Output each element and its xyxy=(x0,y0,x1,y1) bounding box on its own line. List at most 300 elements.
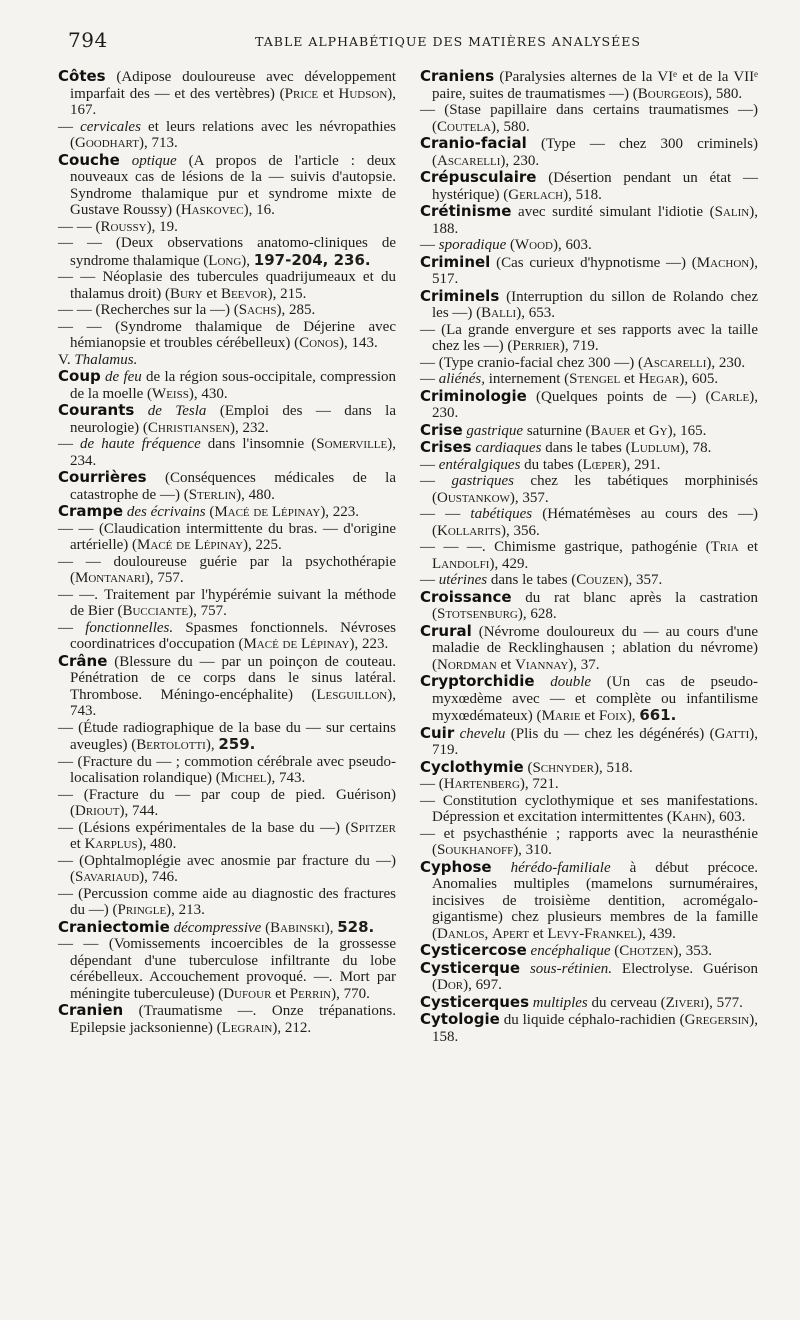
index-entry xyxy=(420,371,758,388)
entry-text: de la région sous-occipitale, compression de la moelle ( xyxy=(70,369,396,402)
entry-subterm: des écrivains xyxy=(126,504,206,520)
entry-text: ), 480. xyxy=(137,836,177,852)
entry-author: Perrin xyxy=(289,985,332,1002)
entry-text: — — xyxy=(420,506,471,522)
entry-text: ( xyxy=(205,504,215,520)
left-column xyxy=(58,68,396,1045)
entry-author: Bauer xyxy=(590,422,631,439)
entry-text: ), 19. xyxy=(146,218,178,235)
entry-text: , xyxy=(484,925,493,942)
entry-text: (Paralysies alternes de la VIᵉ et de la VIIᵉ paire, suites de traumatismes —) ( xyxy=(432,69,758,102)
entry-text: (Névrome douloureux du — au cours d'une maladie de Recklinghausen ; ablation du névrome) ( xyxy=(432,623,758,673)
entry-subterm: utérines xyxy=(438,572,488,588)
entry-text: ), 213. xyxy=(166,902,205,918)
entry-subterm: gastrique xyxy=(466,422,524,439)
entry-text: Spasmes fonctionnels. Névroses coordinatrices d'occupation ( xyxy=(70,619,396,652)
entry-text: du cerveau ( xyxy=(587,994,666,1011)
entry-text: ), 517. xyxy=(432,254,758,287)
entry-author: Wood xyxy=(515,237,553,253)
entry-text: — xyxy=(58,436,81,452)
entry-author: Tria xyxy=(710,539,739,555)
entry-subterm: multiples xyxy=(532,994,588,1011)
entry-text: (Cas curieux d'hypnotisme —) ( xyxy=(490,254,697,271)
entry-author: Ludlum xyxy=(630,440,681,456)
index-entry xyxy=(420,1011,758,1045)
entry-term: Cysticercose xyxy=(420,941,527,959)
running-head: TABLE ALPHABÉTIQUE DES MATIÈRES ANALYSÉES xyxy=(255,34,641,49)
index-entry xyxy=(420,589,758,623)
entry-text: ), xyxy=(324,919,338,936)
entry-text: ), 719. xyxy=(432,725,758,758)
entry-text: — (Lésions expérimentales de la base du —) ( xyxy=(58,819,351,836)
entry-text: et xyxy=(620,371,639,387)
entry-author: Spitzer xyxy=(350,819,396,836)
entry-term: Cryptorchidie xyxy=(420,672,535,690)
index-entry xyxy=(58,754,396,787)
index-entry xyxy=(420,457,758,474)
entry-text: ), 577. xyxy=(704,994,743,1011)
entry-text: ( xyxy=(506,237,515,253)
entry-author: Sachs xyxy=(238,302,277,318)
entry-text: ), 165. xyxy=(667,422,707,439)
index-entry xyxy=(420,355,758,372)
entry-author: Gatti xyxy=(714,725,750,742)
entry-page-ref: 528. xyxy=(337,917,375,936)
index-entry xyxy=(420,994,758,1012)
entry-text: — —. Traitement par l'hypérémie suivant la méthode de Bier ( xyxy=(58,586,396,619)
index-entry xyxy=(420,673,758,725)
entry-text: — (Percussion comme aide au diagnostic des fractures du —) ( xyxy=(58,885,396,918)
entry-subterm: Thalamus. xyxy=(74,351,138,368)
entry-term: Cuir xyxy=(420,723,455,742)
entry-text: et xyxy=(630,422,649,439)
entry-text: ), 603. xyxy=(553,237,592,253)
entry-term: Cranio-facial xyxy=(420,134,527,152)
entry-text: ), 356. xyxy=(501,522,540,539)
entry-author: Balli xyxy=(481,305,517,321)
entry-author: Levy-Frankel xyxy=(547,925,638,942)
index-entry xyxy=(420,793,758,826)
index-entry xyxy=(58,787,396,820)
entry-text: et leurs relations avec les névropathies ( xyxy=(70,118,396,151)
entry-page-ref: 661. xyxy=(639,706,677,724)
entry-text: (Plis du — chez les dégénérés) ( xyxy=(505,725,715,742)
entry-text: ), 430. xyxy=(188,385,228,402)
entry-text: et xyxy=(580,708,599,724)
index-entry xyxy=(420,859,758,943)
entry-text: dans le tabes ( xyxy=(541,440,631,456)
entry-text: — xyxy=(420,371,439,387)
index-entry xyxy=(420,288,758,322)
entry-text: — ( xyxy=(420,776,444,792)
entry-text: (Interruption du sillon de Rolando chez les —) ( xyxy=(432,288,758,321)
index-entry xyxy=(58,368,396,402)
entry-author: Carle xyxy=(710,388,750,405)
index-entry xyxy=(420,506,758,539)
entry-author: Somerville xyxy=(316,436,388,452)
entry-text: ), 37. xyxy=(568,656,600,673)
entry-term: Criminologie xyxy=(420,386,527,405)
index-entry xyxy=(58,269,396,302)
entry-term: Cysticerques xyxy=(420,992,530,1011)
entry-text: ( xyxy=(261,919,271,936)
entry-text: ), 223. xyxy=(349,636,389,652)
entry-text: — — (Deux observations anatomo-cliniques de syndrome thalamique ( xyxy=(58,235,396,269)
entry-author: Babinski xyxy=(270,919,325,936)
entry-author: Nordman xyxy=(437,656,497,673)
index-entry xyxy=(420,473,758,506)
entry-text: — (Fracture du — par coup de pied. Guérison) ( xyxy=(58,786,396,819)
index-entry xyxy=(58,319,396,352)
entry-author: Macé de Lépinay xyxy=(243,636,350,652)
entry-author: Kahn xyxy=(671,809,707,825)
entry-text: ), 234. xyxy=(70,436,396,469)
entry-subterm: aliénés, xyxy=(438,371,485,387)
entry-text: (Conséquences médicales de la catastrophe de —) ( xyxy=(70,470,396,503)
entry-text: ), 757. xyxy=(188,603,227,619)
entry-text: ), 188. xyxy=(432,204,758,237)
entry-author: Landolfi xyxy=(432,555,490,572)
entry-text: — — (Syndrome thalamique de Déjerine avec hémianopsie et troubles cérébelleux) ( xyxy=(58,318,396,351)
entry-text: du tabes ( xyxy=(520,456,583,473)
entry-author: Hartenberg xyxy=(443,776,520,792)
entry-text: ), 628. xyxy=(517,606,557,622)
entry-text: (A propos de l'article : deux nouveaux cas de lésions de la — suivis d'autopsie. Syndrome thalamique pur et syndrome mixte de Gustave Roussy) ( xyxy=(70,152,397,218)
entry-text: ), 770. xyxy=(331,985,370,1002)
entry-text: ), 310. xyxy=(513,842,552,858)
entry-text: — — (Vomissements incoercibles de la grossesse dépendant d'une tuberculose infiltrante du lobe cérébelleux. Accouchement provoqué. —. Mort par méningite tuberculeuse) ( xyxy=(58,936,396,1002)
entry-text: — — Néoplasie des tubercules quadrijumeaux et du thalamus droit) ( xyxy=(58,269,396,302)
entry-text: ), 16. xyxy=(243,202,275,218)
entry-text: ), 439. xyxy=(637,925,676,942)
index-columns xyxy=(58,68,758,1045)
entry-term: Crétinisme xyxy=(420,202,512,220)
entry-author: Macé de Lépinay xyxy=(214,504,321,520)
index-entry xyxy=(58,1002,396,1036)
entry-subterm: sporadique xyxy=(438,237,507,253)
entry-text: ), 232. xyxy=(230,419,269,436)
entry-text: — — (Recherches sur la —) ( xyxy=(58,302,239,318)
entry-author: Dufour xyxy=(223,985,272,1002)
entry-author: Marie xyxy=(541,708,581,724)
entry-text: ), 212. xyxy=(272,1019,312,1036)
entry-author: Legrain xyxy=(221,1019,273,1036)
entry-text: — — douloureuse guérie par la psychothérapie ( xyxy=(58,553,396,586)
entry-author: Stotsenburg xyxy=(437,606,518,622)
entry-text: ), 757. xyxy=(144,570,184,586)
index-entry xyxy=(420,759,758,777)
entry-text xyxy=(492,860,511,876)
entry-text xyxy=(535,674,551,690)
entry-text: (Adipose douloureuse avec développement imparfait des — et des vertèbres) ( xyxy=(70,69,396,102)
entry-text: internement ( xyxy=(485,371,570,387)
entry-term: Cysticerque xyxy=(420,958,521,977)
entry-text: — xyxy=(420,473,452,489)
entry-text: ), 357. xyxy=(509,489,549,506)
index-entry xyxy=(58,436,396,469)
entry-text: — (Étude radiographique de la base du — sur certains aveugles) ( xyxy=(58,719,396,753)
entry-text xyxy=(134,403,147,419)
entry-text: — xyxy=(58,619,86,636)
entry-term: Crâne xyxy=(58,651,108,670)
entry-author: Oustankow xyxy=(437,489,510,506)
entry-text: et xyxy=(70,836,85,852)
index-entry xyxy=(58,620,396,653)
entry-term: Courants xyxy=(58,401,135,419)
entry-term: Cyclothymie xyxy=(420,757,524,776)
entry-text: ), 353. xyxy=(673,943,713,959)
index-entry xyxy=(420,102,758,135)
entry-text: — (Ophtalmoplégie avec anosmie par fracture du —) ( xyxy=(58,852,396,885)
index-entry xyxy=(420,422,758,440)
entry-text: ), 743. xyxy=(70,686,396,719)
entry-subterm: encéphalique xyxy=(530,943,611,959)
entry-text: ), 744. xyxy=(119,803,159,819)
entry-text: à début précoce. Anomalies multiples (mamelons surnuméraires, incisives de troisième dentition, acromégalo-gigantisme) chez plusieurs membres de la famille ( xyxy=(432,859,759,942)
index-entry xyxy=(420,322,758,355)
entry-author: Ascarelli xyxy=(643,354,707,371)
entry-text: ), xyxy=(241,252,254,269)
entry-text: (Traumatisme —. Onze trépanations. Epilepsie jacksonienne) ( xyxy=(70,1003,396,1036)
index-entry xyxy=(58,554,396,587)
entry-text: ), 580. xyxy=(491,118,530,135)
entry-author: Michel xyxy=(220,770,267,786)
index-entry xyxy=(420,623,758,674)
entry-text: ), 230. xyxy=(706,354,746,371)
entry-text xyxy=(120,153,132,169)
index-entry xyxy=(420,539,758,572)
entry-author: Danlos xyxy=(437,925,485,942)
entry-text: — (La grande envergure et ses rapports avec la taille chez les —) ( xyxy=(420,321,758,354)
entry-text: dans l'insomnie ( xyxy=(200,436,317,452)
entry-text: — (Fracture du — ; commotion cérébrale avec pseudo-localisation rolandique) ( xyxy=(58,753,396,786)
entry-text: ), 215. xyxy=(267,285,307,302)
entry-term: Cyphose xyxy=(420,857,492,876)
entry-author: Gy xyxy=(648,422,668,439)
entry-text: ), xyxy=(626,708,640,724)
entry-text: ), 158. xyxy=(432,1012,758,1045)
entry-author: Foix xyxy=(598,708,627,724)
entry-text: ), 78. xyxy=(680,440,712,456)
entry-text: ), 721. xyxy=(519,776,559,792)
entry-text: ), 429. xyxy=(489,555,529,572)
entry-text: ), 746. xyxy=(139,869,178,885)
entry-text: — xyxy=(420,237,439,253)
entry-author: Karplus xyxy=(84,836,138,852)
index-entry xyxy=(420,826,758,859)
entry-subterm: de haute fréquence xyxy=(80,436,201,452)
entry-text: et xyxy=(202,285,221,302)
entry-text xyxy=(520,961,530,977)
entry-author: Bertolotti xyxy=(136,737,206,753)
entry-author: Viannay xyxy=(515,656,569,673)
entry-author: Coutela xyxy=(437,118,491,135)
entry-text: — (Stase papillaire dans certains traumatismes —) ( xyxy=(420,102,758,135)
index-entry xyxy=(420,572,758,589)
entry-subterm: gastriques xyxy=(451,473,514,489)
entry-author: Stengel xyxy=(569,371,621,387)
entry-term: Criminels xyxy=(420,286,500,305)
entry-text: et xyxy=(318,85,339,102)
entry-author: Chotzen xyxy=(619,943,674,959)
entry-author: Apert xyxy=(492,925,530,942)
entry-text: (Blessure du — par un poinçon de couteau. Pénétration de ce corps dans le sinus latéral. Thrombose. Méningo-encéphalite) ( xyxy=(70,653,396,703)
entry-text: et xyxy=(271,985,290,1002)
page-header xyxy=(68,28,748,58)
entry-term: Coup xyxy=(58,367,101,385)
entry-text: (Désertion pendant un état — hystérique) ( xyxy=(432,170,758,203)
entry-text: — xyxy=(420,572,439,588)
entry-term: Cytologie xyxy=(420,1010,500,1028)
index-entry xyxy=(58,119,396,152)
entry-author: Pringle xyxy=(117,902,167,918)
entry-subterm: décompressive xyxy=(173,919,262,936)
entry-author: Beevor xyxy=(220,285,268,302)
entry-text: ), 580. xyxy=(703,85,743,102)
index-entry xyxy=(420,776,758,793)
entry-author: Hudson xyxy=(338,85,388,102)
entry-term: Crises xyxy=(420,438,472,456)
entry-author: Conos xyxy=(299,335,340,351)
entry-author: Driout xyxy=(75,803,120,819)
entry-author: Savariaud xyxy=(75,869,140,885)
entry-text: ), 605. xyxy=(679,371,719,387)
entry-text: — — ( xyxy=(58,218,101,235)
entry-text: dans le tabes ( xyxy=(487,572,577,588)
entry-text: ), 223. xyxy=(320,504,360,520)
entry-author: Bucciante xyxy=(122,603,189,619)
entry-term: Craniens xyxy=(420,67,495,85)
entry-author: Lœper xyxy=(582,456,622,473)
entry-subterm: cervicales xyxy=(80,118,141,135)
index-entry xyxy=(420,203,758,237)
entry-author: Couzen xyxy=(576,572,624,588)
entry-text: ( xyxy=(610,943,620,959)
entry-author: Gerlach xyxy=(508,186,564,203)
index-entry xyxy=(58,152,396,219)
entry-text: ), 719. xyxy=(559,338,599,354)
index-entry xyxy=(58,219,396,236)
entry-text: — — (Claudication intermittente du bras. — d'origine artérielle) ( xyxy=(58,520,396,553)
index-entry xyxy=(58,302,396,319)
entry-text: avec surdité simulant l'idiotie ( xyxy=(511,204,715,220)
entry-term: Craniectomie xyxy=(58,917,170,936)
entry-text: ), 285. xyxy=(276,302,316,318)
index-entry xyxy=(420,439,758,457)
entry-author: Ziveri xyxy=(665,994,705,1011)
entry-term: Couche xyxy=(58,150,120,169)
index-entry xyxy=(58,469,396,503)
right-column xyxy=(420,68,758,1045)
entry-text: (Type — chez 300 criminels) ( xyxy=(432,136,758,169)
entry-text: (Emploi des — dans la neurologie) ( xyxy=(70,403,396,436)
index-entry xyxy=(420,942,758,960)
entry-author: Goodhart xyxy=(75,135,139,151)
entry-author: Bourgeois xyxy=(637,85,704,102)
entry-text: — Constitution cyclothymique et ses manifestations. Dépression et excitation intermittentes ( xyxy=(420,792,758,825)
index-entry xyxy=(420,725,758,759)
index-entry xyxy=(58,587,396,620)
index-entry xyxy=(58,936,396,1002)
index-entry xyxy=(58,653,396,720)
entry-text: ), 225. xyxy=(243,537,282,553)
entry-author: Salin xyxy=(714,204,750,220)
entry-text: ), 143. xyxy=(339,335,378,351)
entry-text: — xyxy=(420,456,439,473)
page-number: 794 xyxy=(68,28,108,52)
entry-text: ), 713. xyxy=(138,135,178,151)
entry-text: — — —. Chimisme gastrique, pathogénie ( xyxy=(420,539,711,555)
index-entry xyxy=(420,135,758,169)
entry-author: Montanari xyxy=(75,570,145,586)
entry-text: ), 230. xyxy=(500,152,540,169)
entry-author: Soukhanoff xyxy=(437,842,514,858)
entry-text: (Quelques points de —) ( xyxy=(526,388,711,405)
index-entry xyxy=(420,68,758,102)
entry-text: ), 167. xyxy=(70,85,397,118)
entry-text: et xyxy=(529,925,548,942)
index-entry xyxy=(420,388,758,422)
entry-text: chez les tabétiques morphinisés ( xyxy=(432,473,759,506)
entry-subterm: de feu xyxy=(105,369,142,385)
entry-term: Côtes xyxy=(58,67,106,85)
entry-author: Lesguillon xyxy=(316,686,388,703)
entry-text: ), 357. xyxy=(623,572,663,588)
index-entry xyxy=(420,960,758,994)
entry-author: Hegar xyxy=(638,371,680,387)
entry-page-ref: 259. xyxy=(218,735,256,753)
entry-author: Christiansen xyxy=(147,419,231,436)
index-entry xyxy=(58,919,396,937)
entry-term: Crampe xyxy=(58,502,124,520)
entry-text: V. xyxy=(58,351,75,368)
entry-text: ), 653. xyxy=(516,305,555,321)
entry-text: (Hématémèses au cours des —) ( xyxy=(432,506,758,539)
entry-text: ), 518. xyxy=(563,186,602,203)
entry-author: Gregersin xyxy=(684,1012,750,1028)
entry-subterm: double xyxy=(550,674,592,690)
entry-author: Ascarelli xyxy=(437,152,501,169)
entry-text: (Un cas de pseudo-myxœdème avec — et complète ou infantilisme myxœdémateux) ( xyxy=(432,674,758,724)
entry-text: — et psychasthénie ; rapports avec la neurasthénie ( xyxy=(420,825,758,858)
entry-text: ), xyxy=(205,737,219,753)
entry-text: — xyxy=(58,118,81,135)
index-entry xyxy=(420,237,758,254)
entry-subterm: de Tesla xyxy=(147,403,207,419)
index-entry xyxy=(58,503,396,521)
entry-text: ), 743. xyxy=(266,770,306,786)
entry-text: ), 518. xyxy=(593,759,633,776)
index-entry xyxy=(58,853,396,886)
entry-text: Electrolyse. Guérison ( xyxy=(432,960,758,993)
entry-subterm: sous-rétinien. xyxy=(529,960,613,977)
entry-text: ( xyxy=(523,759,533,776)
index-entry xyxy=(420,254,758,288)
index-entry xyxy=(58,886,396,919)
entry-text: ), 480. xyxy=(236,486,275,503)
entry-text: et xyxy=(738,539,758,555)
index-entry xyxy=(58,521,396,554)
index-entry xyxy=(420,169,758,203)
entry-subterm: cardiaques xyxy=(475,440,542,456)
entry-author: Price xyxy=(284,85,319,102)
entry-term: Courrières xyxy=(58,468,147,486)
entry-subterm: optique xyxy=(131,152,177,169)
entry-term: Criminel xyxy=(420,252,491,271)
index-entry xyxy=(58,352,396,369)
entry-author: Roussy xyxy=(100,218,147,235)
entry-author: Dor xyxy=(437,977,464,993)
